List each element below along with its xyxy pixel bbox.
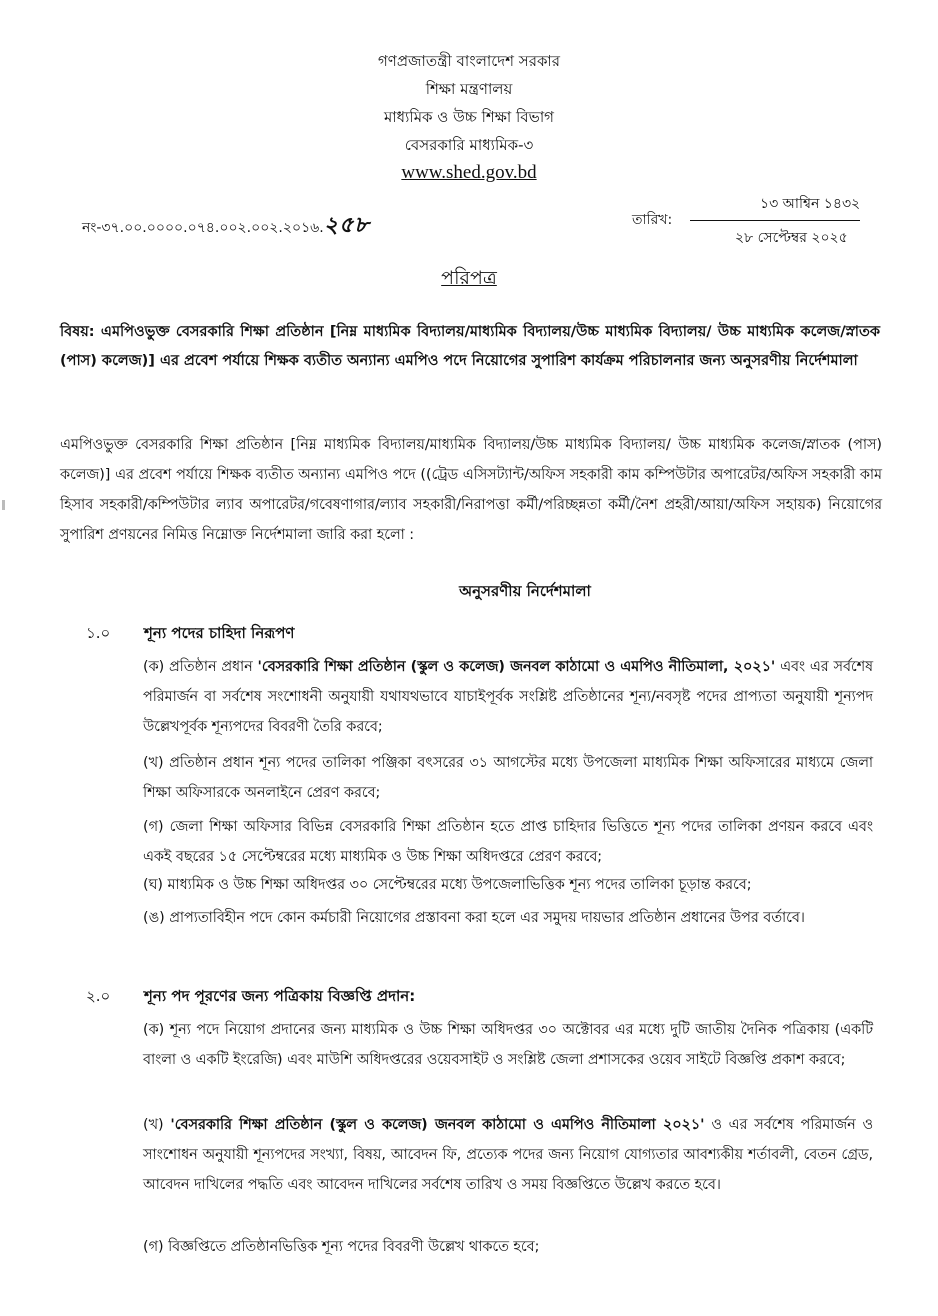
memo-number-handwritten: ২৫৮ <box>323 212 370 237</box>
section-title: শূন্য পদের চাহিদা নিরূপণ <box>144 624 295 642</box>
item-text-post: এবং এর সর্বশেষ পরিমার্জন বা সর্বশেষ সংশোধনী অনুযায়ী যথাযথভাবে যাচাইপূর্বক সংশ্লিষ্ট প্রতিষ্ঠানের শূন্য/নবসৃষ্ট পদের প্রাপ্যতা অনুযায়ী শূন্যপদ উল্লেখপূর্বক শূন্যপদের বিবরণী তৈরি করবে; <box>143 659 873 735</box>
list-item <box>143 812 873 872</box>
item-label: (ক) <box>143 659 165 675</box>
item-text-pre: প্রতিষ্ঠান প্রধান <box>169 659 258 675</box>
item-text-bold: 'বেসরকারি শিক্ষা প্রতিষ্ঠান (স্কুল ও কলেজ) জনবল কাঠামো ও এমপিও নীতিমালা, ২০২১' <box>257 659 776 675</box>
section-number: ২.০ <box>86 987 111 1005</box>
item-label: (ঘ) <box>143 877 163 893</box>
memo-number-prefix: নং-৩৭.০০.০০০০.০৭৪.০০২.০০২.২০১৬. <box>82 220 324 236</box>
section-1-heading <box>86 622 294 647</box>
item-label: (গ) <box>143 819 164 835</box>
subject-line: বিষয়: এমপিওভুক্ত বেসরকারি শিক্ষা প্রতিষ্ঠান [নিম্ন মাধ্যমিক বিদ্যালয়/মাধ্যমিক বিদ্যালয়/উচ্চ মাধ্যমিক বিদ্যালয়/ উচ্চ মাধ্যমিক কলেজ/স্নাতক (পাস) কলেজ)] এর প্রবেশ পর্যায়ে শিক্ষক ব্যতীত অন্যান্য এমপিও পদে নিয়োগের সুপারিশ কার্যক্রম পরিচালনার জন্য অনুসরণীয় নির্দেশমালা <box>60 324 880 369</box>
header-division: মাধ্যমিক ও উচ্চ শিক্ষা বিভাগ <box>383 108 555 126</box>
list-item <box>143 1110 873 1200</box>
item-text-post: ও এর সর্বশেষ পরিমার্জন ও সাংশোধন অনুযায়ী শূন্যপদের সংখ্যা, বিষয়, আবেদন ফি, প্রত্যেক পদের জন্য নিয়োগ যোগ্যতার আবশ্যকীয় শর্তাবলী, বেতন গ্রেড, আবেদন দাখিলের পদ্ধতি এবং আবেদন দাখিলের সর্বশেষ তারিখ ও সময় বিজ্ঞপ্তিতে উল্লেখ করতে হবে। <box>143 1117 873 1193</box>
item-text: শূন্য পদে নিয়োগ প্রদানের জন্য মাধ্যমিক ও উচ্চ শিক্ষা অধিদপ্তর ৩০ অক্টোবর এর মধ্যে দুটি জাতীয় দৈনিক পত্রিকায় (একটি বাংলা ও একটি ইংরেজি) এবং মাউশি অধিদপ্তরের ওয়েবসাইট ও সংশ্লিষ্ট জেলা প্রশাসকের ওয়েব সাইটে বিজ্ঞপ্তি প্রকাশ করবে; <box>143 1022 874 1068</box>
scan-margin-mark <box>2 500 5 510</box>
list-item <box>143 903 873 933</box>
item-text: প্রাপ্যতাবিহীন পদে কোন কর্মচারী নিয়োগের প্রস্তাবনা করা হলে এর সমুদয় দায়ভার প্রতিষ্ঠান প্রধানের উপর বর্তাবে। <box>169 910 805 926</box>
date-label: তারিখ: <box>632 212 673 228</box>
document-title: পরিপত্র <box>441 267 497 289</box>
website-link[interactable]: www.shed.gov.bd <box>401 162 537 183</box>
guidelines-heading: অনুসরণীয় নির্দেশমালা <box>459 582 591 600</box>
header-section: বেসরকারি মাধ্যমিক-৩ <box>404 136 534 154</box>
item-label: (ক) <box>143 1022 165 1038</box>
intro-paragraph: এমপিওভুক্ত বেসরকারি শিক্ষা প্রতিষ্ঠান [নিম্ন মাধ্যমিক বিদ্যালয়/মাধ্যমিক বিদ্যালয়/উচ্চ মাধ্যমিক বিদ্যালয়/ উচ্চ মাধ্যমিক কলেজ/স্নাতক (পাস) কলেজ)] এর প্রবেশ পর্যায়ে শিক্ষক ব্যতীত অন্যান্য এমপিও পদে ((ট্রেড এসিসট্যান্ট/অফিস সহকারী কাম কম্পিউটার অপারেটর/অফিস সহকারী কাম হিসাব সহকারী/কম্পিউটার ল্যাব অপারেটর/গবেষণাগার/ল্যাব সহকারী/নিরাপত্তা কর্মী/পরিচ্ছন্নতা কর্মী/নৈশ প্রহরী/আয়া/অফিস সহায়ক) নিয়োগের সুপারিশ প্রণয়নের নিমিত্ত নিম্নোক্ত নির্দেশমালা জারি করা হলো : <box>60 437 882 543</box>
item-text: প্রতিষ্ঠান প্রধান শূন্য পদের তালিকা পঞ্জিকা বৎসরের ৩১ আগস্টের মধ্যে উপজেলা মাধ্যমিক শিক্ষা অফিসারের মাধ্যমে জেলা শিক্ষা অফিসারকে অনলাইনে প্রেরণ করবে; <box>143 755 873 801</box>
item-label: (গ) <box>143 1239 164 1255</box>
section-2-heading <box>86 985 415 1010</box>
section-title: শূন্য পদ পূরণের জন্য পত্রিকায় বিজ্ঞপ্তি প্রদান: <box>144 987 416 1005</box>
date-divider <box>690 220 860 221</box>
item-text: বিজ্ঞপ্তিতে প্রতিষ্ঠানভিত্তিক শূন্য পদের বিবরণী উল্লেখ থাকতে হবে; <box>168 1239 540 1255</box>
list-item <box>143 870 873 900</box>
item-label: (ঙ) <box>143 910 165 926</box>
header-website-wrap <box>0 164 938 182</box>
item-text: মাধ্যমিক ও উচ্চ শিক্ষা অধিদপ্তর ৩০ সেপ্টেম্বরের মধ্যে উপজেলাভিত্তিক শূন্য পদের তালিকা চূড়ান্ত করবে; <box>167 877 752 893</box>
document-title-wrap <box>0 264 938 296</box>
section-number: ১.০ <box>86 624 111 642</box>
item-text-bold: 'বেসরকারি শিক্ষা প্রতিষ্ঠান (স্কুল ও কলেজ) জনবল কাঠামো ও এমপিও নীতিমালা ২০২১' <box>170 1117 705 1133</box>
header-government: গণপ্রজাতন্ত্রী বাংলাদেশ সরকার <box>377 52 561 70</box>
memo-number <box>82 208 370 245</box>
item-text: জেলা শিক্ষা অফিসার বিভিন্ন বেসরকারি শিক্ষা প্রতিষ্ঠান হতে প্রাপ্ত চাহিদার ভিত্তিতে শূন্য পদের তালিকা প্রণয়ন করবে এবং একই বছরের ১৫ সেপ্টেম্বরের মধ্যে মাধ্যমিক ও উচ্চ শিক্ষা অধিদপ্তরে প্রেরণ করবে; <box>143 819 873 865</box>
date-gregorian: ২৮ সেপ্টেম্বর ২০২৫ <box>735 230 848 246</box>
date-bangla: ১৩ আশ্বিন ১৪৩২ <box>760 196 861 212</box>
list-item <box>143 652 873 742</box>
item-label: (খ) <box>143 755 164 771</box>
list-item <box>143 748 873 808</box>
list-item <box>143 1015 873 1075</box>
list-item <box>143 1232 873 1262</box>
item-label: (খ) <box>143 1117 164 1133</box>
header-ministry: শিক্ষা মন্ত্রণালয় <box>425 80 513 98</box>
